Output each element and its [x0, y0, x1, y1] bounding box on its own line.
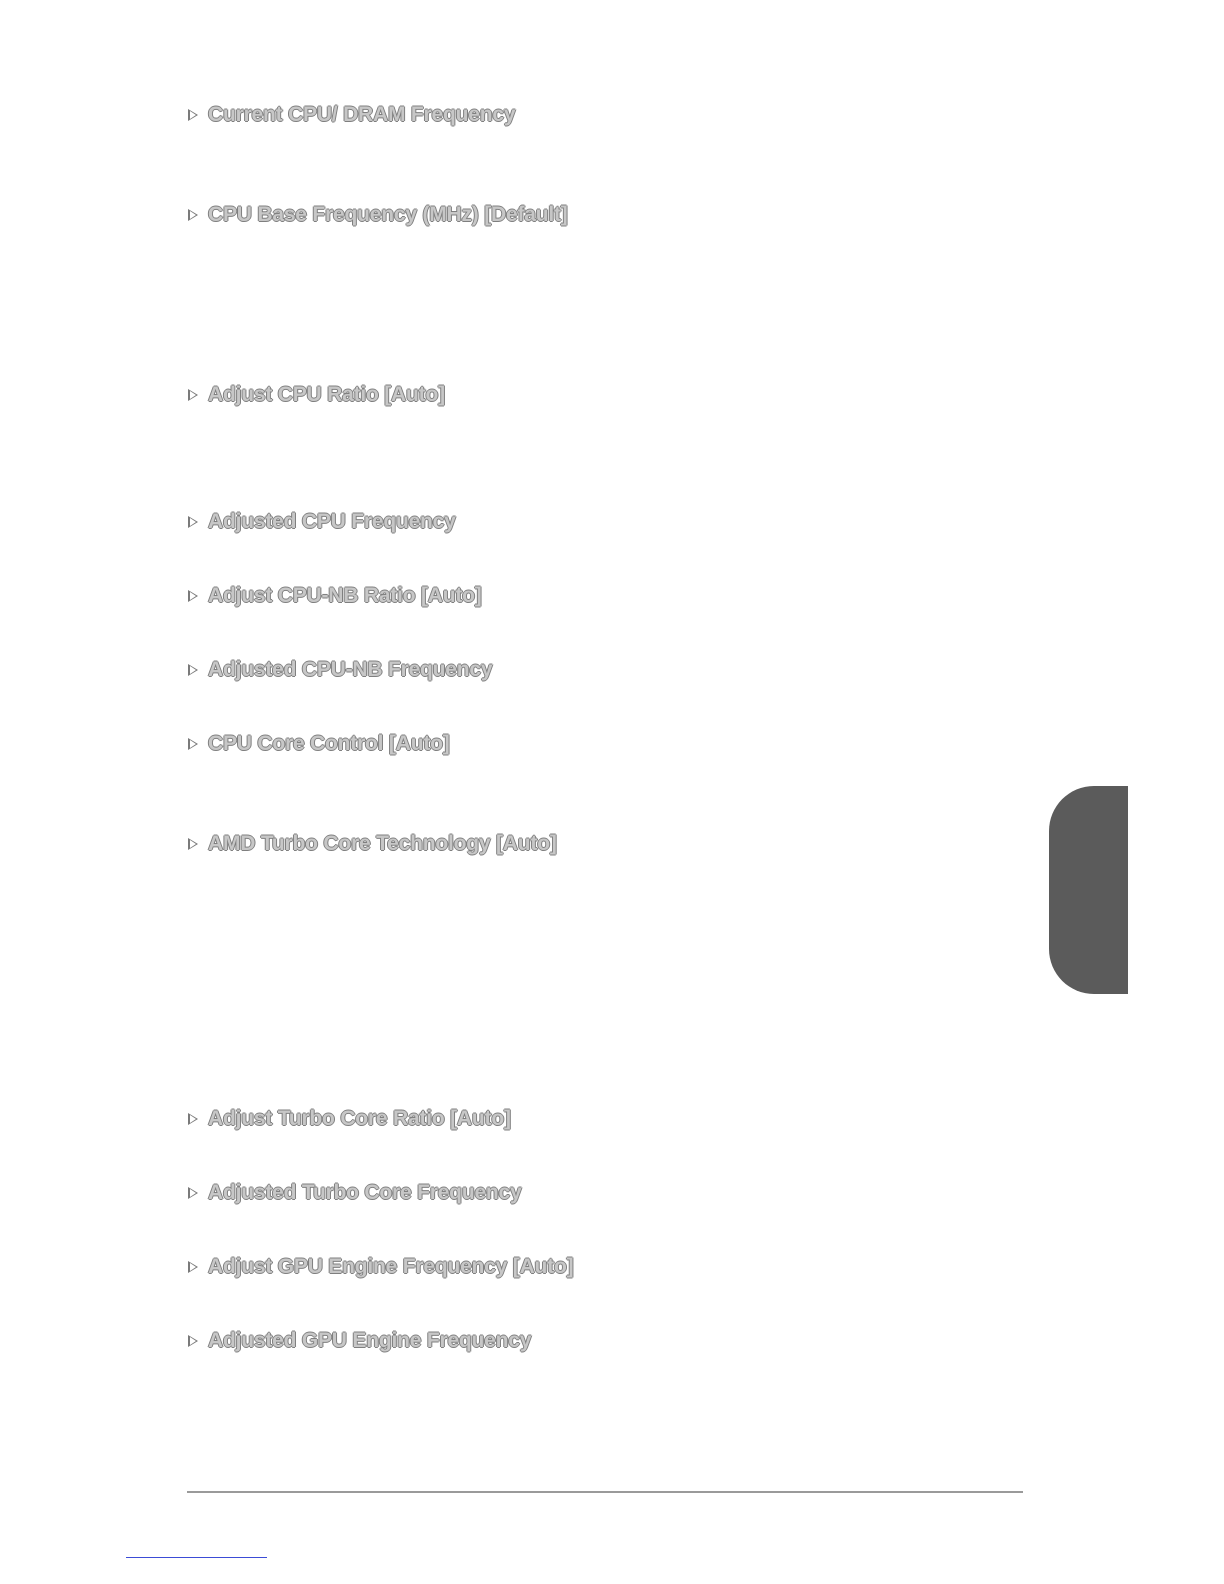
triangle-bullet-icon — [188, 1187, 198, 1199]
heading-label: CPU Core Control [Auto] — [208, 732, 450, 755]
heading-adjusted-cpu-frequency — [188, 507, 456, 537]
heading-adjust-gpu-engine-frequency — [188, 1252, 573, 1282]
heading-cpu-core-control — [188, 729, 450, 759]
heading-label: Adjust Turbo Core Ratio [Auto] — [208, 1107, 511, 1130]
heading-label: Adjusted GPU Engine Frequency — [208, 1329, 532, 1352]
triangle-bullet-icon — [188, 389, 198, 401]
heading-adjust-cpu-ratio — [188, 380, 445, 410]
heading-adjusted-gpu-engine-frequency — [188, 1326, 531, 1356]
triangle-bullet-icon — [188, 209, 198, 221]
heading-adjust-turbo-core-ratio — [188, 1104, 511, 1134]
heading-label: Current CPU/ DRAM Frequency — [208, 103, 516, 126]
triangle-bullet-icon — [188, 109, 198, 121]
triangle-bullet-icon — [188, 738, 198, 750]
triangle-bullet-icon — [188, 1335, 198, 1347]
triangle-bullet-icon — [188, 590, 198, 602]
heading-label: CPU Base Frequency (MHz) [Default] — [208, 203, 568, 226]
triangle-bullet-icon — [188, 1113, 198, 1125]
heading-adjusted-cpu-nb-frequency — [188, 655, 492, 685]
link-underline[interactable] — [126, 1557, 267, 1558]
heading-cpu-base-frequency — [188, 200, 568, 230]
footer-divider — [187, 1491, 1023, 1493]
triangle-bullet-icon — [188, 516, 198, 528]
heading-label: Adjusted CPU-NB Frequency — [208, 658, 493, 681]
heading-label: Adjust CPU-NB Ratio [Auto] — [208, 584, 482, 607]
chapter-side-tab — [1049, 786, 1128, 994]
heading-adjust-cpu-nb-ratio — [188, 581, 482, 611]
heading-label: Adjust CPU Ratio [Auto] — [208, 383, 445, 406]
triangle-bullet-icon — [188, 664, 198, 676]
heading-label: Adjust GPU Engine Frequency [Auto] — [208, 1255, 574, 1278]
triangle-bullet-icon — [188, 1261, 198, 1273]
heading-label: AMD Turbo Core Technology [Auto] — [208, 832, 557, 855]
heading-current-cpu-dram-frequency — [188, 100, 515, 130]
triangle-bullet-icon — [188, 838, 198, 850]
heading-adjusted-turbo-core-frequency — [188, 1178, 522, 1208]
heading-label: Adjusted Turbo Core Frequency — [208, 1181, 522, 1204]
heading-label: Adjusted CPU Frequency — [208, 510, 456, 533]
heading-amd-turbo-core-technology — [188, 829, 557, 859]
